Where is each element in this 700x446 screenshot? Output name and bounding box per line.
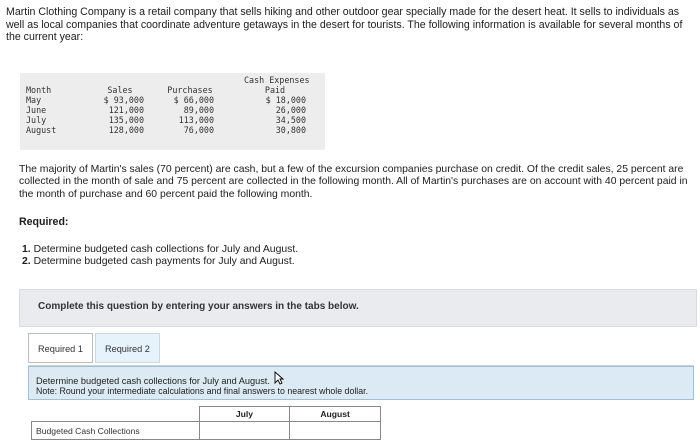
cash-cell: 30,800 (275, 125, 306, 135)
tab-required-2[interactable]: Required 2 (95, 333, 160, 363)
instruction-text: Determine budgeted cash collections for July and August. (36, 376, 270, 386)
cursor-icon (274, 371, 284, 385)
sales-column (96, 85, 144, 135)
answer-header-row (32, 407, 381, 422)
tab-panel (28, 365, 694, 446)
answer-table (31, 406, 381, 440)
requirement-item (22, 244, 298, 256)
column-header-august: August (290, 407, 381, 422)
month-column (26, 85, 56, 135)
rounding-note: Note: Round your intermediate calculations and final answers to nearest whole dollar. (36, 386, 369, 396)
requirement-number: 2. (22, 256, 31, 268)
july-collections-input[interactable] (199, 422, 290, 440)
purchases-cell: $ 66,000 (173, 95, 214, 105)
table-row (32, 422, 381, 440)
cash-expenses-header: Cash Expenses (244, 75, 310, 85)
month-cell: June (26, 105, 47, 115)
month-cell: July (26, 115, 47, 125)
problem-intro: Martin Clothing Company is a retail company that sells hiking and other outdoor gear specially made for the desert heat. It sells to individuals as well as local companies that coordinate adventure getaways in the desert for tourists. The following information is available for several months of the current year: (6, 6, 683, 44)
required-heading: Required: (19, 216, 69, 228)
requirement-number: 1. (22, 244, 31, 255)
requirement-tabs (28, 333, 162, 363)
row-label: Budgeted Cash Collections (32, 422, 200, 440)
sales-header: Sales (107, 85, 133, 95)
instructions-banner (19, 289, 697, 327)
month-cell: May (26, 95, 42, 105)
instruction-box (28, 366, 694, 400)
column-header-july: July (199, 407, 290, 422)
cash-cell: $ 18,000 (265, 95, 306, 105)
tab-required-1[interactable]: Required 1 (28, 333, 93, 363)
requirement-text: Determine budgeted cash collections for July and August. (33, 244, 299, 255)
cash-cell: 34,500 (275, 115, 306, 125)
month-header: Month (26, 85, 52, 95)
answer-header-blank (32, 407, 200, 422)
month-cell: August (26, 125, 57, 135)
purchases-header: Purchases (167, 85, 213, 95)
august-collections-input[interactable] (290, 422, 381, 440)
problem-details: The majority of Martin's sales (70 percent) are cash, but a few of the excursion companies purchase on credit. Of the credit sales, 25 percent are collected in the month of sale and 75 percent are collected in the following month. All of Martin's purchases are on account with 40 percent paid in the month of purchase and 60 percent paid the following month. (19, 164, 688, 200)
requirement-item (22, 256, 298, 268)
purchases-column (166, 85, 214, 135)
sales-cell: 135,000 (108, 115, 144, 125)
sales-data-table (20, 73, 325, 150)
requirement-text: Determine budgeted cash payments for July and August. (33, 256, 295, 268)
purchases-cell: 113,000 (178, 115, 214, 125)
purchases-cell: 89,000 (183, 105, 214, 115)
cash-expenses-header-line2: Paid (264, 85, 286, 95)
cash-cell: 26,000 (275, 105, 306, 115)
cash-expenses-column (244, 75, 310, 135)
requirements-list (22, 244, 298, 269)
sales-cell: 128,000 (108, 125, 144, 135)
purchases-cell: 76,000 (183, 125, 214, 135)
banner-text: Complete this question by entering your answers in the tabs below. (38, 301, 359, 312)
sales-cell: 121,000 (108, 105, 144, 115)
sales-cell: $ 93,000 (103, 95, 144, 105)
